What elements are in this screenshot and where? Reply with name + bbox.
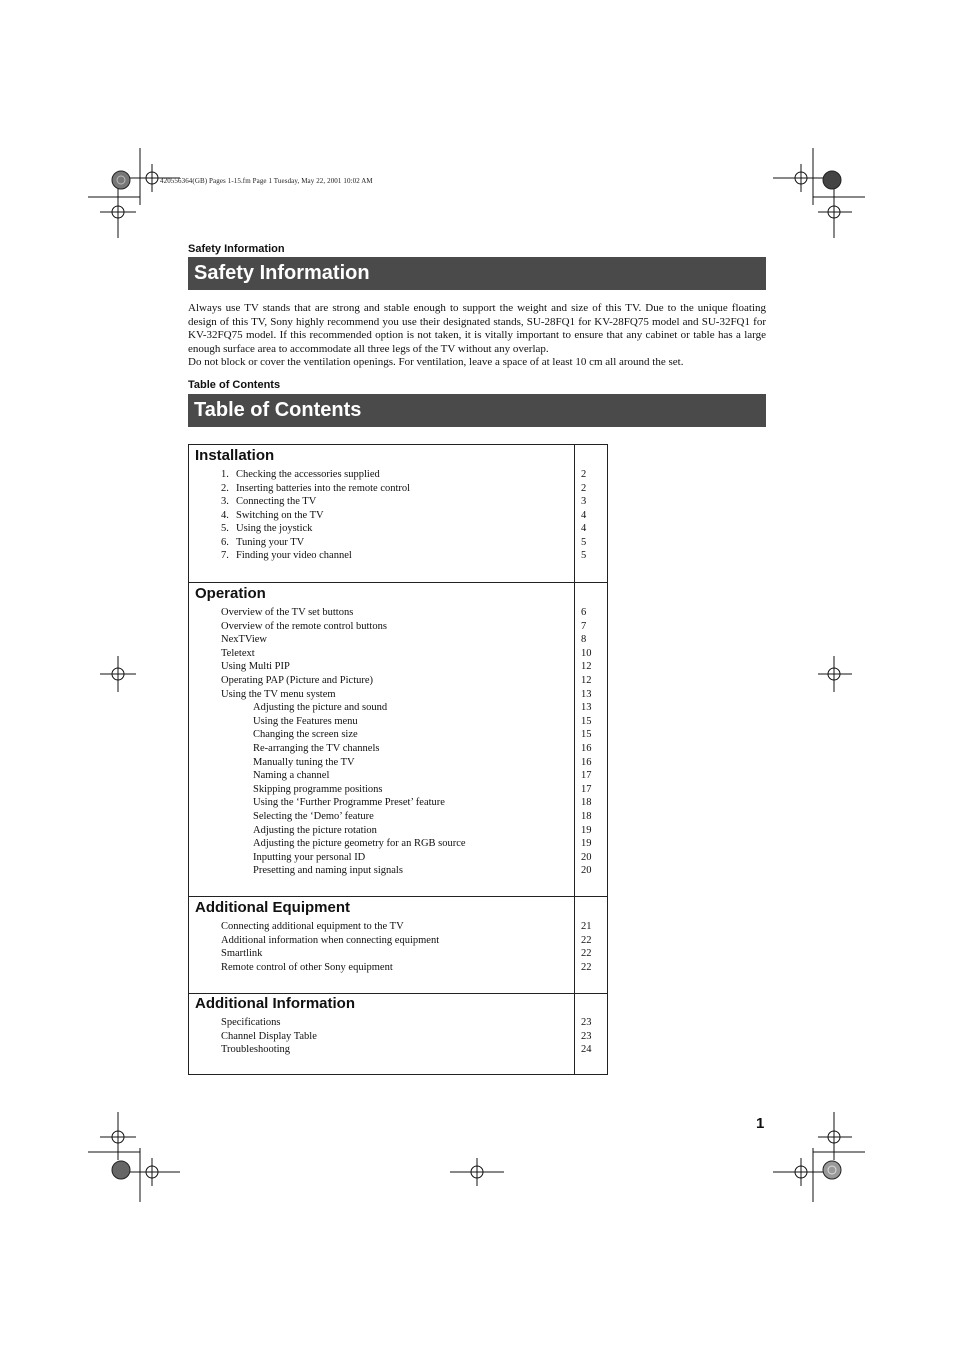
safety-paragraph-1: Always use TV stands that are strong and stable enough to support the weight and size of this TV. Due to the unique floating design of this TV, Sony highly recommend you use their designated stands, SU-28FQ1 for KV-28FQ75 model and SU-32FQ1 for KV-32FQ75 model. If this recommended option is not taken, it is vitally important to ensure that any cabinet or table has a large enough surface area to accommodate all three legs of the TV without any overlap.: [188, 302, 766, 355]
toc-subentry[interactable]: Skipping programme positions: [253, 783, 383, 795]
toc-title: Table of Contents: [188, 394, 766, 427]
toc-page: 8: [581, 634, 587, 646]
toc-page: 17: [581, 783, 592, 795]
toc-subentry[interactable]: Adjusting the picture geometry for an RGB source: [253, 838, 466, 850]
file-header: 420556364(GB) Pages 1-15.fm Page 1 Tuesday, May 22, 2001 10:02 AM: [160, 177, 373, 185]
toc-entry[interactable]: Connecting the TV: [236, 496, 317, 507]
toc-subentry[interactable]: Presetting and naming input signals: [253, 865, 403, 877]
toc-section-additional-equipment: [189, 896, 607, 993]
toc-entry[interactable]: Overview of the remote control buttons: [221, 620, 387, 632]
toc-entry[interactable]: Tuning your TV: [236, 536, 305, 548]
toc-entry[interactable]: Switching on the TV: [236, 509, 324, 521]
entry-number: 5.: [221, 523, 229, 534]
toc-page: 5: [581, 550, 587, 561]
toc-entry[interactable]: Smartlink: [221, 948, 263, 960]
toc-page: 22: [581, 948, 592, 960]
toc-subentry[interactable]: Adjusting the picture and sound: [253, 702, 388, 714]
toc-subentry[interactable]: Using the ‘Further Programme Preset’ feature: [253, 797, 445, 809]
toc-page: 5: [581, 536, 587, 548]
entry-number: 2.: [221, 482, 229, 494]
toc-page: 21: [581, 921, 592, 932]
toc-page: 6: [581, 607, 587, 618]
toc-page: 3: [581, 496, 587, 507]
toc-page: 18: [581, 797, 592, 809]
toc-page: 22: [581, 961, 592, 973]
page-number: 1: [756, 1115, 765, 1132]
toc-table: [188, 444, 608, 1075]
entry-number: 7.: [221, 550, 229, 561]
toc-page: 15: [581, 729, 592, 741]
toc-page: 10: [581, 647, 592, 659]
toc-page: 19: [581, 824, 592, 836]
entry-number: 3.: [221, 496, 229, 507]
toc-page: 22: [581, 934, 592, 946]
safety-running-head: Safety Information: [188, 243, 285, 255]
section-title: Additional Equipment: [195, 899, 350, 916]
toc-page: 19: [581, 838, 592, 850]
toc-entry[interactable]: Finding your video channel: [236, 550, 352, 561]
toc-entry[interactable]: Operating PAP (Picture and Picture): [221, 675, 374, 686]
section-title: Operation: [195, 585, 266, 602]
toc-page: 2: [581, 469, 587, 480]
toc-page: 20: [581, 851, 592, 863]
toc-entry[interactable]: Using Multi PIP: [221, 661, 290, 673]
toc-entry[interactable]: NexTView: [221, 634, 268, 646]
toc-running-head: Table of Contents: [188, 379, 281, 391]
toc-subentry[interactable]: Selecting the ‘Demo’ feature: [253, 811, 374, 822]
toc-page: 13: [581, 702, 592, 714]
toc-entry[interactable]: Remote control of other Sony equipment: [221, 961, 393, 973]
toc-subentry[interactable]: Using the Features menu: [253, 715, 358, 727]
safety-title: Safety Information: [188, 257, 766, 290]
safety-body: [188, 302, 766, 370]
toc-subentry[interactable]: Adjusting the picture rotation: [253, 824, 377, 836]
toc-page: 24: [581, 1044, 592, 1056]
toc-entry[interactable]: Using the joystick: [236, 523, 313, 534]
toc-page: 12: [581, 661, 592, 673]
toc-page: 13: [581, 688, 592, 700]
toc-subentry[interactable]: Inputting your personal ID: [253, 851, 366, 863]
toc-page: 4: [581, 523, 587, 534]
toc-page: 16: [581, 756, 592, 768]
toc-entry[interactable]: Channel Display Table: [221, 1030, 317, 1042]
entry-number: 4.: [221, 509, 229, 521]
toc-page: 2: [581, 482, 587, 494]
entry-number: 1.: [221, 469, 229, 480]
toc-entry[interactable]: Inserting batteries into the remote control: [236, 482, 411, 494]
toc-section-installation: [189, 445, 607, 582]
safety-paragraph-2: Do not block or cover the ventilation openings. For ventilation, leave a space of at least 10 cm all around the set.: [188, 356, 684, 369]
toc-entry[interactable]: Using the TV menu system: [221, 688, 336, 700]
toc-page: 20: [581, 865, 592, 877]
toc-page: 7: [581, 620, 587, 632]
toc-entry[interactable]: Overview of the TV set buttons: [221, 607, 354, 618]
toc-entry[interactable]: Teletext: [221, 647, 255, 659]
toc-subentry[interactable]: Re-arranging the TV channels: [253, 743, 380, 754]
toc-entry[interactable]: Specifications: [221, 1017, 281, 1028]
section-title: Additional Information: [195, 995, 355, 1012]
toc-page: 4: [581, 509, 587, 521]
toc-page: 17: [581, 770, 592, 782]
toc-entry[interactable]: Checking the accessories supplied: [236, 469, 380, 480]
toc-subentry[interactable]: Manually tuning the TV: [253, 756, 355, 768]
toc-page: 12: [581, 675, 592, 686]
toc-page: 23: [581, 1030, 592, 1042]
toc-page: 18: [581, 811, 592, 822]
toc-section-operation: [189, 582, 607, 896]
toc-subentry[interactable]: Naming a channel: [253, 770, 330, 782]
section-title: Installation: [195, 447, 275, 464]
toc-entry[interactable]: Connecting additional equipment to the TV: [221, 921, 404, 932]
toc-page: 16: [581, 743, 592, 754]
entry-number: 6.: [221, 536, 229, 548]
toc-page: 23: [581, 1017, 592, 1028]
toc-entry[interactable]: Additional information when connecting equipment: [221, 934, 440, 946]
toc-page: 15: [581, 715, 592, 727]
toc-entry[interactable]: Troubleshooting: [221, 1044, 291, 1056]
toc-section-additional-information: [189, 993, 607, 1074]
toc-subentry[interactable]: Changing the screen size: [253, 729, 358, 741]
